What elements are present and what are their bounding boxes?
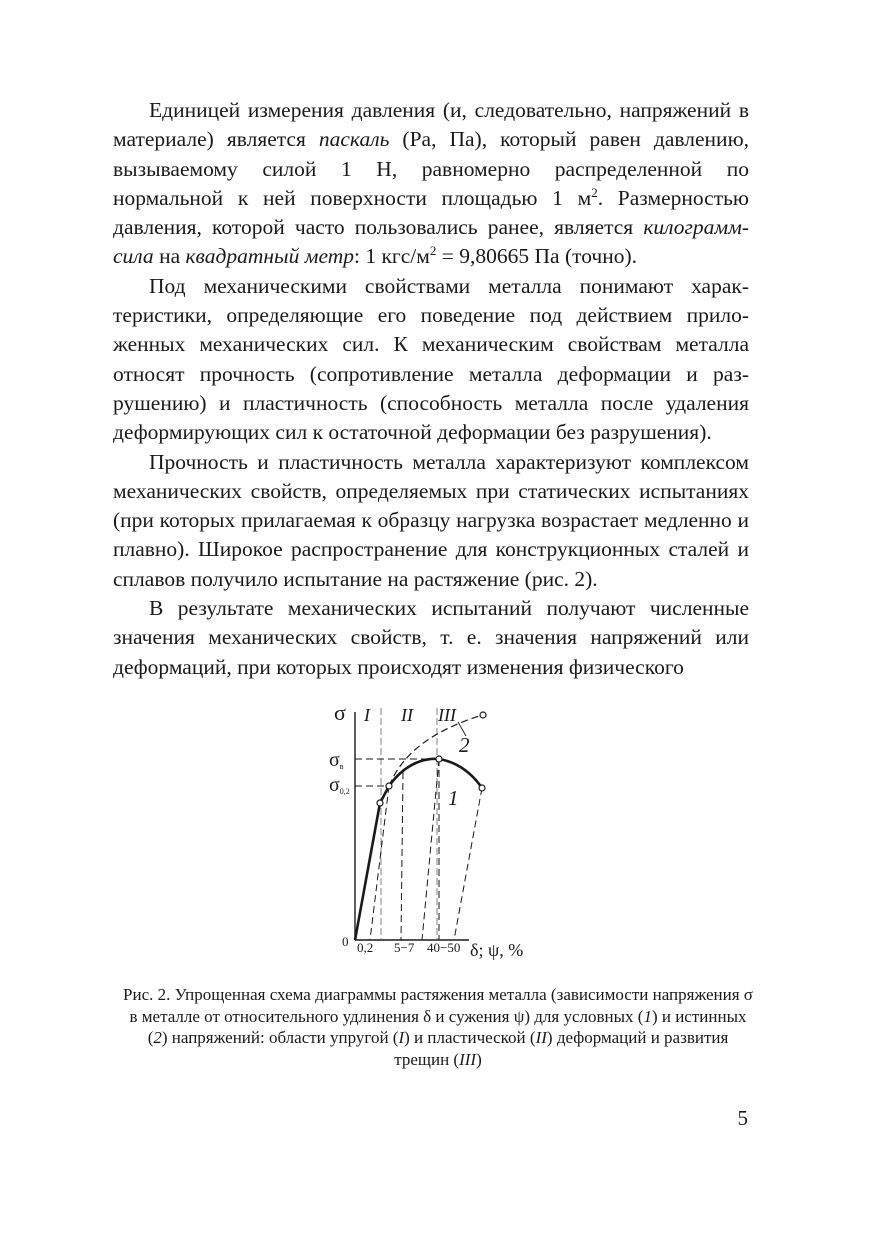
paragraph — [113, 272, 749, 448]
italic-run: II — [535, 1028, 547, 1047]
text-run: . Размерностью давления, которой часто пользовались ранее, является — [113, 185, 749, 240]
text-run: на — [153, 244, 186, 269]
unloading-line — [401, 772, 403, 940]
italic-run: 2 — [153, 1028, 162, 1047]
text-run: (Pa, Па), который равен давлению, вызываемому силой 1 Н, равномерно распределенной по нормальной к ней поверхности площадью 1 м — [113, 127, 750, 210]
paragraph — [113, 448, 749, 594]
x-axis-label: δ; ψ, % — [470, 940, 524, 960]
text-run: ) — [476, 1049, 482, 1069]
curve-label-2: 2 — [459, 733, 470, 757]
sigma-b-label: σв — [329, 749, 344, 771]
italic-run: III — [459, 1049, 477, 1069]
x-tick-label: 40−50 — [427, 940, 461, 955]
unloading-line — [422, 759, 439, 940]
region-label-II: II — [401, 705, 413, 725]
x-tick-label: 0,2 — [357, 940, 374, 955]
unloading-line — [454, 788, 482, 940]
italic-run: квадратный метр — [185, 244, 355, 269]
text-run: Под механическими свойствами металла понимают характеристики, определяющие его поведение под действием приложенных механических сил. К механическим свойствам металла относят прочность (сопротивление металла деформации и разрушению) и пластичность (способность металла после удаления деформирующих сил к остаточной деформации без разрушения). — [113, 273, 749, 445]
curve-point — [377, 800, 383, 806]
fracture-point — [480, 712, 486, 718]
stress-strain-diagram — [326, 700, 541, 965]
text-run: : 1 кгс/м — [354, 244, 430, 269]
curve-point — [386, 783, 392, 789]
text-run: ) и истинных ( — [147, 1006, 747, 1047]
curve-point — [436, 756, 442, 762]
paragraph — [113, 594, 749, 682]
text-run: = 9,80665 Па (точно). — [436, 244, 638, 269]
italic-run: 1 — [643, 1006, 652, 1026]
sigma-02-label: σ0,2 — [329, 774, 350, 796]
y-axis-label: σ — [334, 700, 346, 725]
italic-run: килограмм-сила — [113, 215, 749, 269]
text-run: ) деформаций и развития трещин ( — [394, 1028, 729, 1069]
region-label-III: III — [438, 705, 456, 725]
text-run: Единицей измерения давления (и, следовательно, напряжений в материале) является — [113, 98, 749, 152]
paragraph — [113, 96, 749, 272]
italic-run: I — [398, 1028, 405, 1047]
superscript-run: 2 — [591, 184, 598, 200]
text-run: ) и пластической ( — [404, 1028, 536, 1047]
curve-point — [479, 785, 485, 791]
text-run: ) напряжений: области упругой ( — [161, 1028, 399, 1047]
text-run: В результате механических испытаний получают численные значения механических свойств, т. е. значения напряжений или деформаций, при которых происходят изменения физического — [113, 596, 749, 679]
region-label-I: I — [364, 705, 370, 725]
origin-label: 0 — [342, 934, 349, 949]
body-text — [113, 96, 749, 682]
curve-label-1: 1 — [448, 786, 459, 810]
page-number: 5 — [737, 1106, 748, 1130]
superscript-run: 2 — [429, 243, 437, 259]
italic-run: паскаль — [318, 127, 390, 152]
engineering-stress-curve — [355, 759, 482, 940]
text-run: Прочность и пластичность металла характеризуют комплексом механических свойств, определяемых при статических испытаниях (при которых прилагаемая к образцу нагрузка возрастает медленно и плавно). Широкое распространение для конструкционных сталей и сплавов получило испытание на растяжение (рис. 2). — [113, 449, 749, 591]
x-tick-label: 5−7 — [394, 940, 415, 955]
text-run: Рис. 2. Упрощенная схема диаграммы растяжения металла (зависимости напряжения σ в металле от относительного удлинения δ и сужения ψ) для условных ( — [123, 985, 753, 1026]
figure-caption — [120, 984, 756, 1070]
